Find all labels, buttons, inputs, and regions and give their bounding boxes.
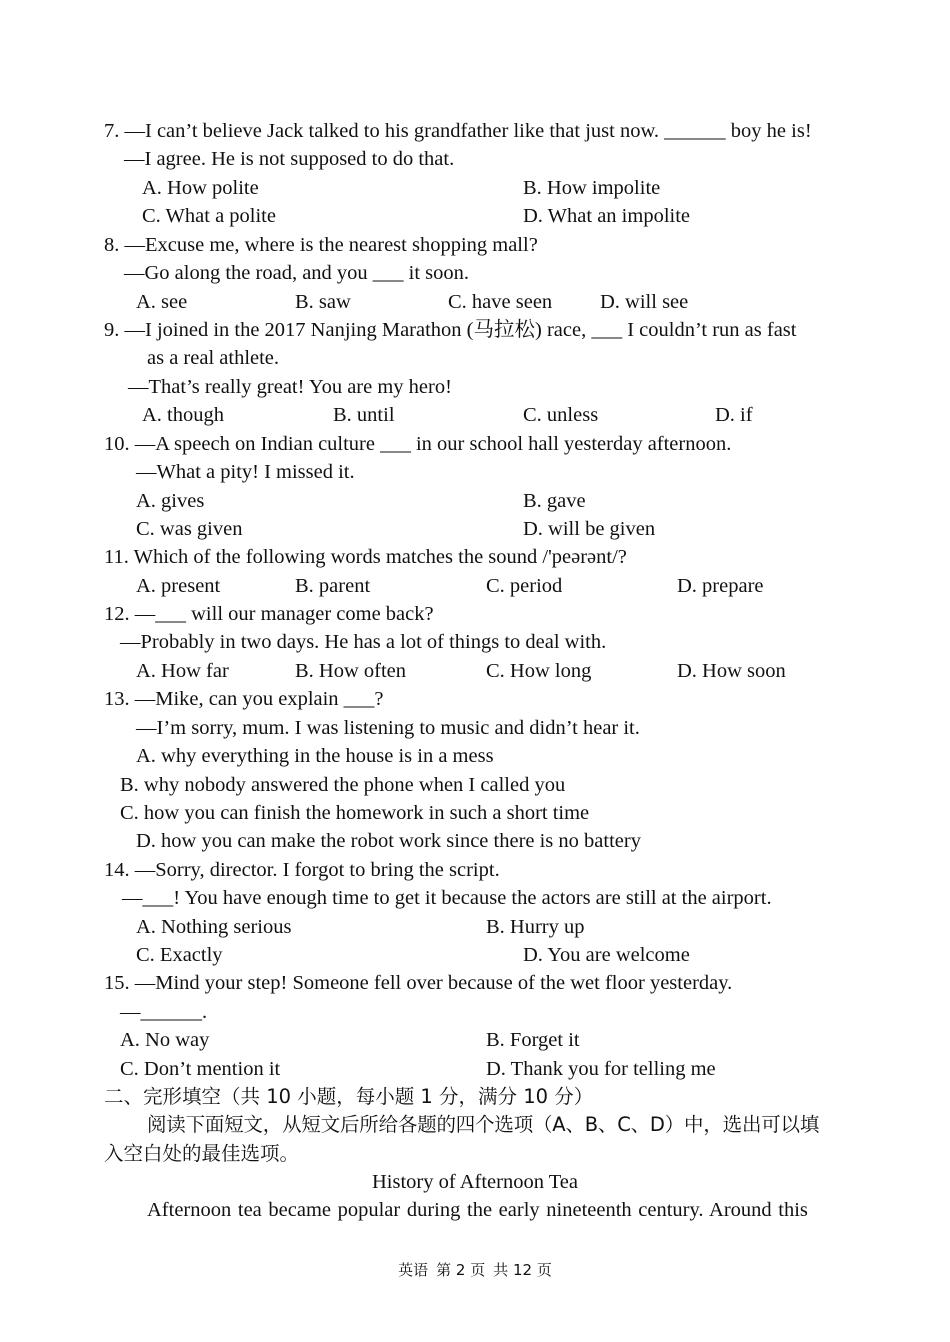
q13-stem: 13. —Mike, can you explain ___? [104, 688, 384, 710]
q15-option-a: A. No way [120, 1029, 210, 1051]
section-2-heading: 二、完形填空（共 10 小题，每小题 1 分，满分 10 分） [104, 1085, 594, 1108]
q10-stem: 10. —A speech on Indian culture ___ in our school hall yesterday afternoon. [104, 433, 732, 455]
q14-option-d: D. You are welcome [523, 944, 690, 966]
q10-option-c: C. was given [136, 518, 243, 540]
section-2-instructions: 阅读下面短文，从短文后所给各题的四个选项（A、B、C、D）中，选出可以填 [147, 1113, 820, 1136]
q7-stem: 7. —I can’t believe Jack talked to his grandfather like that just now. ______ boy he is! [104, 120, 812, 142]
q9-stem: 9. —I joined in the 2017 Nanjing Marathon (马拉松) race, ___ I couldn’t run as fast [104, 319, 797, 341]
q7-option-b: B. How impolite [523, 177, 661, 199]
q11-option-b: B. parent [295, 575, 371, 597]
passage-first-line: Afternoon tea became popular during the early nineteenth century. Around this [147, 1199, 808, 1221]
q12-option-c: C. How long [486, 660, 592, 682]
q15-stem: 15. —Mind your step! Someone fell over because of the wet floor yesterday. [104, 972, 733, 994]
q13-option-a: A. why everything in the house is in a mess [136, 745, 494, 767]
q9-option-c: C. unless [523, 404, 599, 426]
q15-reply: —______. [120, 1001, 208, 1023]
q13-reply: —I’m sorry, mum. I was listening to music and didn’t hear it. [136, 717, 640, 739]
q9-reply: —That’s really great! You are my hero! [128, 376, 452, 398]
q12-option-a: A. How far [136, 660, 229, 682]
q8-stem: 8. —Excuse me, where is the nearest shopping mall? [104, 234, 538, 256]
q15-option-b: B. Forget it [486, 1029, 580, 1051]
q15-option-c: C. Don’t mention it [120, 1058, 281, 1080]
footer-subject: 英语 [398, 1261, 429, 1279]
q11-stem: 11. Which of the following words matches the sound /'peərənt/? [104, 546, 627, 568]
footer-page-number: 第 2 页 [436, 1261, 486, 1279]
q14-option-c: C. Exactly [136, 944, 223, 966]
q11-option-d: D. prepare [677, 575, 764, 597]
q14-stem: 14. —Sorry, director. I forgot to bring the script. [104, 859, 500, 881]
q11-option-c: C. period [486, 575, 563, 597]
q8-option-a: A. see [136, 291, 188, 313]
q8-option-c: C. have seen [448, 291, 553, 313]
q9-stem-continued: as a real athlete. [147, 347, 280, 369]
q9-option-d: D. if [715, 404, 753, 426]
q7-option-c: C. What a polite [142, 205, 276, 227]
q10-option-d: D. will be given [523, 518, 656, 540]
q10-option-a: A. gives [136, 490, 205, 512]
q10-reply: —What a pity! I missed it. [136, 461, 355, 483]
q15-option-d: D. Thank you for telling me [486, 1058, 716, 1080]
q12-option-d: D. How soon [677, 660, 786, 682]
footer-total-pages: 共 12 页 [493, 1261, 552, 1279]
q14-reply: —___! You have enough time to get it because the actors are still at the airport. [122, 887, 772, 909]
q12-option-b: B. How often [295, 660, 407, 682]
q13-option-d: D. how you can make the robot work since there is no battery [136, 830, 641, 852]
q8-option-b: B. saw [295, 291, 351, 313]
q10-option-b: B. gave [523, 490, 586, 512]
q12-reply: —Probably in two days. He has a lot of things to deal with. [120, 631, 607, 653]
page-footer [0, 1259, 950, 1282]
q13-option-b: B. why nobody answered the phone when I called you [120, 774, 566, 796]
q7-reply: —I agree. He is not supposed to do that. [124, 148, 455, 170]
q7-option-d: D. What an impolite [523, 205, 691, 227]
q9-option-b: B. until [333, 404, 395, 426]
q9-option-a: A. though [142, 404, 224, 426]
q7-option-a: A. How polite [142, 177, 259, 199]
section-2-instructions-continued: 入空白处的最佳选项。 [104, 1142, 300, 1165]
q12-stem: 12. —___ will our manager come back? [104, 603, 434, 625]
q14-option-a: A. Nothing serious [136, 916, 292, 938]
q8-option-d: D. will see [600, 291, 689, 313]
passage-title: History of Afternoon Tea [372, 1171, 578, 1193]
q14-option-b: B. Hurry up [486, 916, 585, 938]
q11-option-a: A. present [136, 575, 221, 597]
q13-option-c: C. how you can finish the homework in such a short time [120, 802, 590, 824]
q8-reply: —Go along the road, and you ___ it soon. [124, 262, 470, 284]
